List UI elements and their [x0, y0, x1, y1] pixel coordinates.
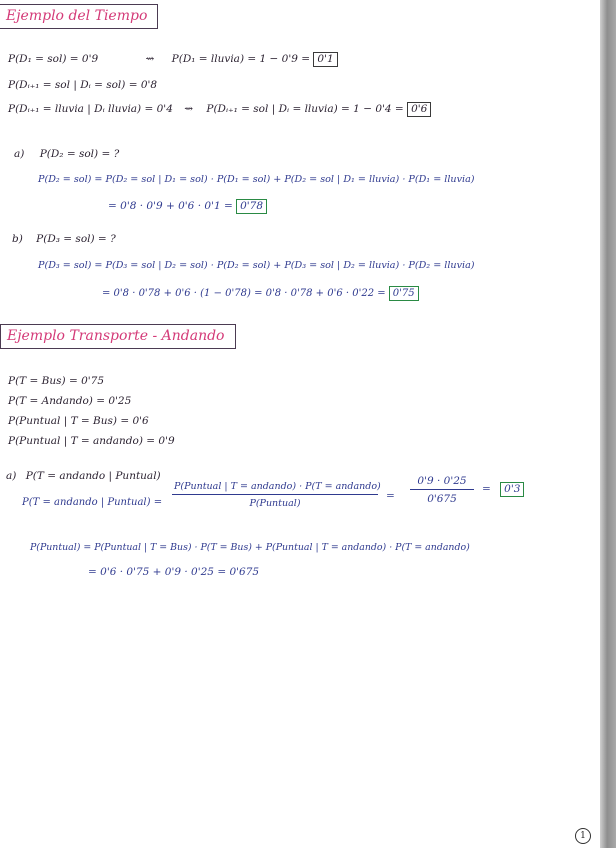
- section-title-transporte: [0, 324, 236, 349]
- boxed-result: 0'78: [236, 199, 267, 214]
- total-probability-formula: [30, 541, 470, 555]
- computation-text: = 0'8 · 0'78 + 0'6 · (1 − 0'78) = 0'8 · 0'78 + 0'6 · 0'22 =: [102, 288, 386, 299]
- lhs-text: P(T = andando | Puntual) =: [22, 497, 163, 508]
- equals-text: =: [386, 490, 395, 502]
- fraction-numerator: P(Puntual | T = andando) · P(T = andando): [172, 481, 378, 495]
- fact-line: [8, 434, 175, 448]
- question-text: P(D₃ = sol) = ?: [36, 233, 116, 245]
- fact-text: P(Puntual | T = Bus) = 0'6: [8, 415, 149, 427]
- section-title-tiempo: [0, 4, 158, 29]
- fact-line: [8, 374, 104, 388]
- part-label: a): [6, 470, 17, 482]
- fact-line: [8, 394, 131, 408]
- fraction-denominator: 0'675: [427, 493, 457, 505]
- computation-text: = 0'8 · 0'9 + 0'6 · 0'1 =: [108, 200, 233, 212]
- fraction-denominator: P(Puntual): [249, 498, 301, 509]
- bayes-lhs: [22, 496, 162, 510]
- part-b-formula: [38, 259, 475, 273]
- part-b-question: [12, 232, 116, 246]
- bayes-fraction: [172, 481, 381, 509]
- implies-arrow-icon: ⇝: [184, 103, 194, 115]
- equals-text: =: [482, 483, 491, 495]
- total-probability-computation: [88, 565, 259, 579]
- fact-text: P(Puntual | T = andando) = 0'9: [8, 435, 175, 447]
- section-title-text: Ejemplo del Tiempo: [6, 8, 148, 24]
- equation-left: P(D₁ = sol) = 0'9: [8, 53, 99, 65]
- page-number: 1: [575, 828, 591, 844]
- part-b-computation: [102, 286, 419, 301]
- formula-text: P(D₃ = sol) = P(D₃ = sol | D₂ = sol) · P(D₂ = sol) + P(D₃ = sol | D₂ = lluvia) · P(D₂ = lluvia): [38, 260, 475, 271]
- equation-right: P(D₁ = lluvia) = 1 − 0'9 =: [171, 53, 311, 65]
- part-a-question: [6, 469, 161, 483]
- part-label: a): [14, 148, 25, 160]
- section-title-text: Ejemplo Transporte - Andando: [7, 328, 225, 344]
- question-text: P(T = andando | Puntual): [25, 470, 161, 482]
- fact-text: P(T = Bus) = 0'75: [8, 375, 105, 387]
- fact-line: [8, 414, 149, 428]
- fraction-numerator: 0'9 · 0'25: [410, 475, 474, 490]
- equals-sign: [386, 489, 395, 503]
- numeric-fraction: [410, 475, 474, 505]
- implies-arrow-icon: ⇝: [145, 53, 155, 65]
- part-label: b): [12, 233, 23, 245]
- computation-text: = 0'6 · 0'75 + 0'9 · 0'25 = 0'675: [88, 566, 260, 578]
- part-a-formula: [38, 173, 475, 187]
- part-a-question: [14, 147, 119, 161]
- question-text: P(D₂ = sol) = ?: [39, 148, 120, 160]
- boxed-result: 0'6: [407, 102, 431, 117]
- boxed-result: 0'1: [313, 52, 337, 67]
- final-result: [482, 482, 524, 497]
- formula-text: P(D₂ = sol) = P(D₂ = sol | D₁ = sol) · P(D₁ = sol) + P(D₂ = sol | D₁ = lluvia) · P(D₁ = lluvia): [38, 174, 475, 185]
- equation-left: P(Dᵢ₊₁ = sol | Dᵢ = sol) = 0'8: [8, 79, 158, 91]
- boxed-result: 0'75: [389, 286, 419, 301]
- part-a-computation: [108, 199, 267, 214]
- equation-right: P(Dᵢ₊₁ = sol | Dᵢ = lluvia) = 1 − 0'4 =: [206, 103, 404, 115]
- equation-left: P(Dᵢ₊₁ = lluvia | Dᵢ lluvia) = 0'4: [8, 103, 173, 115]
- boxed-result: 0'3: [500, 482, 524, 497]
- equation-line: [8, 78, 157, 92]
- fact-text: P(T = Andando) = 0'25: [8, 395, 132, 407]
- equation-line: [8, 52, 338, 67]
- equation-line: [8, 102, 431, 117]
- formula-text: P(Puntual) = P(Puntual | T = Bus) · P(T = Bus) + P(Puntual | T = andando) · P(T = andando): [30, 542, 470, 553]
- scan-edge: [600, 0, 616, 848]
